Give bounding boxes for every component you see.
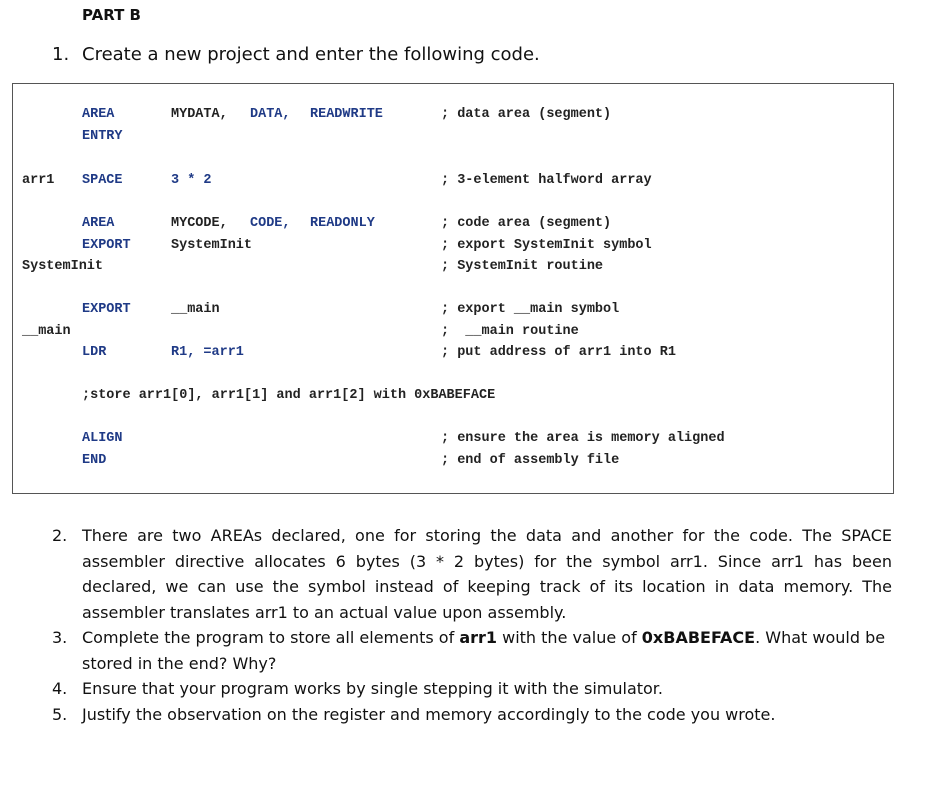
code-end-directive: END [82, 453, 107, 468]
code-store-comment: ;store arr1[0], arr1[1] and arr1[2] with 0xBABEFACE [82, 388, 496, 403]
code-export2-comment: ; export __main symbol [441, 302, 620, 317]
step-3-bold-arr1: arr1 [459, 628, 498, 647]
step-3-text [82, 625, 892, 676]
code-area1-type: DATA, [250, 107, 291, 122]
step-4-number: 4. [52, 679, 68, 698]
step-1 [52, 44, 540, 65]
code-export1-comment: ; export SystemInit symbol [441, 238, 652, 253]
code-area1-directive: AREA [82, 107, 115, 122]
code-export2-operand: __main [171, 302, 220, 317]
code-area2-type: CODE, [250, 216, 291, 231]
code-arr1-label: arr1 [22, 173, 55, 188]
code-export1-operand: SystemInit [171, 238, 253, 253]
code-space-directive: SPACE [82, 173, 123, 188]
code-listing [12, 83, 894, 494]
code-area2-comment: ; code area (segment) [441, 216, 612, 231]
step-1-text: Create a new project and enter the following code. [82, 44, 540, 65]
code-area1-attr: READWRITE [310, 107, 383, 122]
code-export2-directive: EXPORT [82, 302, 131, 317]
code-space-operand: 3 * 2 [171, 173, 212, 188]
code-ldr-operand: R1, =arr1 [171, 345, 244, 360]
code-main-comment: ; __main routine [441, 324, 579, 339]
list-item [52, 523, 892, 625]
step-2-number: 2. [52, 526, 68, 545]
step-3-text-c: . What would be stored in the end? Why? [82, 628, 886, 673]
code-ldr-directive: LDR [82, 345, 107, 360]
list-item [52, 702, 892, 728]
list-item [52, 625, 892, 676]
code-arr1-comment: ; 3-element halfword array [441, 173, 652, 188]
code-align-directive: ALIGN [82, 431, 123, 446]
code-export1-directive: EXPORT [82, 238, 131, 253]
code-ldr-comment: ; put address of arr1 into R1 [441, 345, 676, 360]
code-end-comment: ; end of assembly file [441, 453, 620, 468]
instruction-list [52, 523, 892, 727]
list-item [52, 676, 892, 702]
code-entry: ENTRY [82, 129, 123, 144]
code-area2-directive: AREA [82, 216, 115, 231]
code-align-comment: ; ensure the area is memory aligned [441, 431, 725, 446]
code-area2-name: MYCODE, [171, 216, 228, 231]
step-3-text-b: with the value of [497, 628, 642, 647]
code-systeminit-label: SystemInit [22, 259, 104, 274]
step-3-bold-value: 0xBABEFACE [641, 628, 756, 647]
step-4-text: Ensure that your program works by single stepping it with the simulator. [82, 679, 663, 698]
step-2-text: There are two AREAs declared, one for storing the data and another for the code. The SPACE assembler directive allocates 6 bytes (3 * 2 bytes) for the symbol arr1. Since arr1 has been declared, we can use the symbol instead of keeping track of its location in data memory. The assembler translates arr1 to an actual value upon assembly. [82, 526, 892, 622]
step-1-number: 1. [52, 44, 70, 65]
step-3-number: 3. [52, 628, 68, 647]
part-heading: PART B [82, 6, 141, 24]
code-area1-comment: ; data area (segment) [441, 107, 612, 122]
code-area2-attr: READONLY [310, 216, 375, 231]
code-main-label: __main [22, 324, 71, 339]
code-area1-name: MYDATA, [171, 107, 228, 122]
step-3-text-a: Complete the program to store all elements of [82, 628, 460, 647]
step-5-number: 5. [52, 704, 68, 724]
step-5-text: Justify the observation on the register and memory accordingly to the code you wrote. [82, 704, 776, 724]
code-systeminit-comment: ; SystemInit routine [441, 259, 604, 274]
